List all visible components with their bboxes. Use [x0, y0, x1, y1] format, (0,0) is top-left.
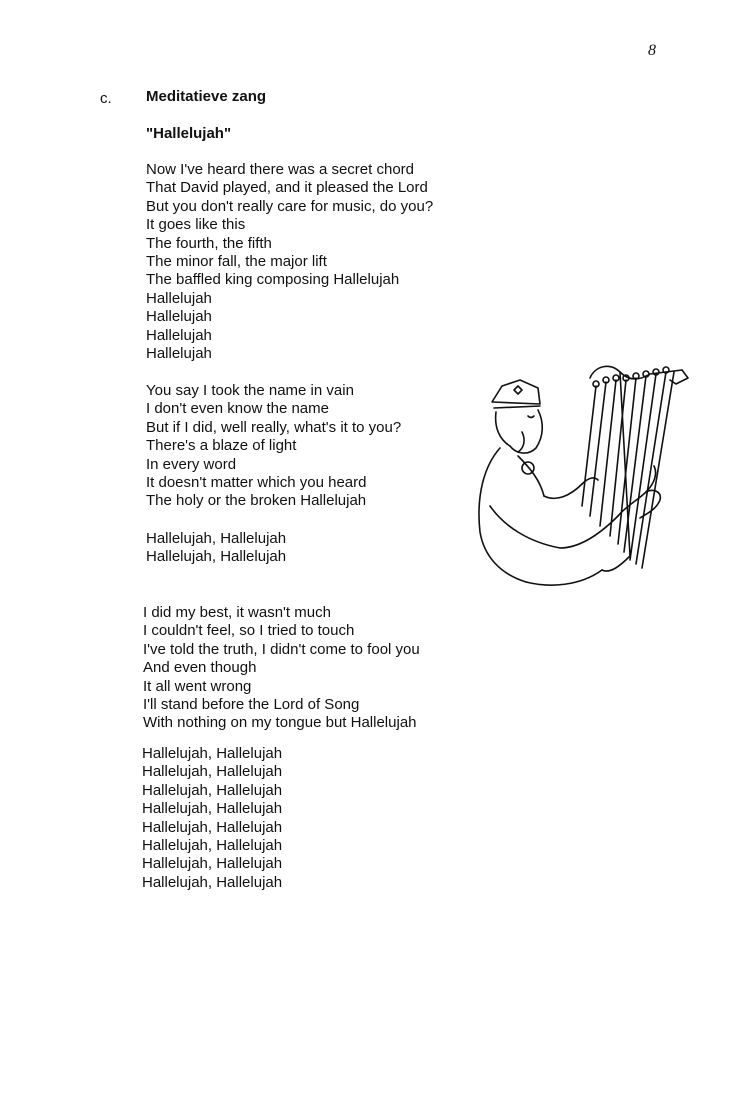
section-title: Meditatieve zang [146, 88, 267, 105]
lyric-line: Hallelujah, Hallelujah [142, 781, 283, 799]
lyric-line: Hallelujah [146, 308, 212, 326]
lyric-line: But if I did, well really, what's it to you? [146, 418, 402, 436]
song-title: "Hallelujah" [146, 125, 232, 142]
section-letter: c. [100, 90, 112, 107]
lyric-line: There's a blaze of light [146, 437, 297, 455]
lyric-line: Hallelujah, Hallelujah [142, 818, 283, 836]
lyric-line: That David played, and it pleased the Lord [146, 179, 428, 197]
lyric-line: I don't even know the name [146, 400, 329, 418]
lyric-line: You say I took the name in vain [146, 382, 354, 399]
lyric-line: I did my best, it wasn't much [143, 604, 331, 621]
lyric-line: The fourth, the fifth [146, 234, 272, 252]
chorus-1 [146, 530, 286, 567]
chorus-2 [142, 745, 282, 892]
lyric-line: Hallelujah, Hallelujah [142, 873, 283, 891]
lyric-line: With nothing on my tongue but Hallelujah [143, 714, 417, 732]
stanza-2 [146, 382, 401, 511]
page-number: 8 [648, 42, 656, 59]
lyric-line: The minor fall, the major lift [146, 253, 327, 271]
lyric-line: Hallelujah [146, 345, 212, 363]
lyric-line: It doesn't matter which you heard [146, 474, 367, 492]
lyric-line: And even though [143, 659, 257, 677]
lyric-line: The holy or the broken Hallelujah [146, 492, 367, 510]
lyric-line: It goes like this [146, 216, 246, 234]
lyric-line: Hallelujah, Hallelujah [142, 745, 283, 762]
lyric-line: I've told the truth, I didn't come to fool you [143, 640, 420, 658]
lyric-line: I couldn't feel, so I tried to touch [143, 622, 355, 640]
lyric-line: Hallelujah, Hallelujah [142, 763, 283, 781]
king-david-harp-icon [470, 356, 710, 596]
lyric-line: Hallelujah, Hallelujah [146, 530, 287, 547]
lyric-line: Hallelujah, Hallelujah [142, 855, 283, 873]
lyric-line: Hallelujah, Hallelujah [142, 800, 283, 818]
lyric-line: Now I've heard there was a secret chord [146, 161, 414, 178]
lyric-line: Hallelujah [146, 289, 212, 307]
lyric-line: The baffled king composing Hallelujah [146, 271, 400, 289]
lyric-line: But you don't really care for music, do you? [146, 197, 434, 215]
lyric-line: I'll stand before the Lord of Song [143, 696, 360, 714]
stanza-1 [146, 161, 433, 363]
lyric-line: In every word [146, 455, 237, 473]
lyric-line: Hallelujah, Hallelujah [146, 548, 287, 566]
lyric-line: Hallelujah [146, 326, 212, 344]
stanza-3 [143, 604, 420, 733]
lyric-line: Hallelujah, Hallelujah [142, 837, 283, 855]
lyric-line: It all went wrong [143, 677, 252, 695]
